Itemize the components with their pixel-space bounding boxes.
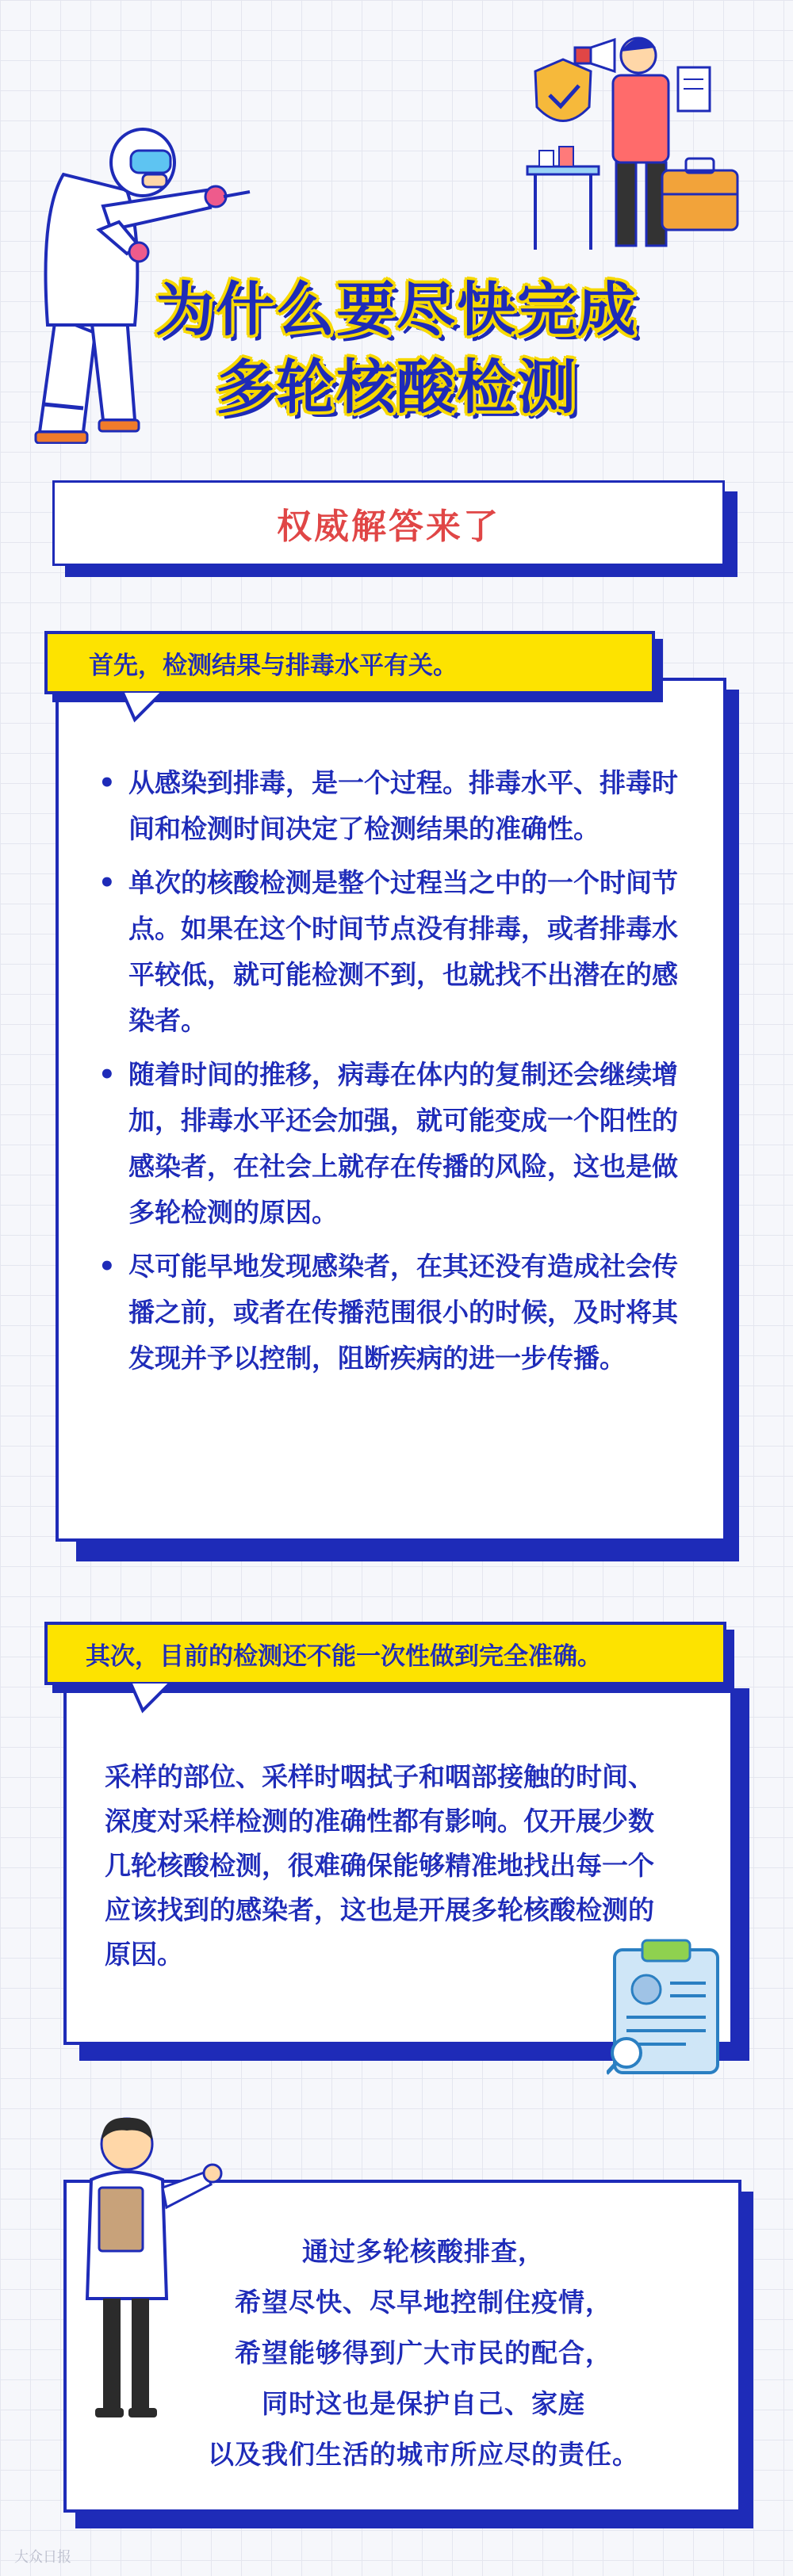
section1-heading <box>44 631 655 694</box>
section3-line: 希望尽快、尽早地控制住疫情， <box>235 2287 612 2318</box>
watermark-text: 大众日报 <box>14 2549 71 2566</box>
megaphone-person-illustration <box>519 24 757 254</box>
bullet-dot-icon: • <box>98 767 116 799</box>
section2-paragraph: 采样的部位、采样时咽拭子和咽部接触的时间、深度对采样检测的准确性都有影响。仅开展少数几轮核酸检测，很难确保能够精准地找出每一个应该找到的感染者，这也是开展多轮核酸检测的原因。 <box>105 1761 654 1970</box>
section2-heading <box>44 1622 726 1685</box>
section1-heading-text: 首先，检测结果与排毒水平有关。 <box>89 651 458 680</box>
section1-bullet <box>94 760 695 852</box>
section3-line: 以及我们生活的城市所应尽的责任。 <box>208 2439 639 2470</box>
section1-bullet <box>94 1052 695 1236</box>
section1-bullet-text: 尽可能早地发现感染者，在其还没有造成社会传播之前，或者在传播范围很小的时候，及时将其发现并予以控制，阻断疾病的进一步传播。 <box>128 1251 678 1374</box>
section1-ribbon-tail <box>119 691 167 723</box>
page-title-line-2: 多轮核酸检测 <box>216 354 577 422</box>
section1-bullet <box>94 860 695 1044</box>
section3-line: 通过多轮核酸排查， <box>302 2236 545 2267</box>
page-title-line-1: 为什么要尽快完成 <box>155 276 638 344</box>
bullet-dot-icon: • <box>98 867 116 899</box>
clipboard-icon <box>607 1934 726 2077</box>
subtitle-text: 权威解答来了 <box>277 506 500 547</box>
section2-ribbon-tail <box>127 1682 174 1714</box>
section1-card <box>56 678 726 1542</box>
section3-line: 希望能够得到广大市民的配合， <box>235 2337 612 2368</box>
section1-bullet-text: 单次的核酸检测是整个过程当之中的一个时间节点。如果在这个时间节点没有排毒，或者排毒水平较低，就可能检测不到，也就找不出潜在的感染者。 <box>128 867 678 1036</box>
doctor-illustration <box>71 2108 230 2425</box>
section1-bullet-text: 从感染到排毒，是一个过程。排毒水平、排毒时间和检测时间决定了检测结果的准确性。 <box>128 767 678 844</box>
section3-line: 同时这也是保护自己、家庭 <box>262 2388 585 2419</box>
section1-bullet-text: 随着时间的推移，病毒在体内的复制还会继续增加，排毒水平还会加强，就可能变成一个阳性的感染者，在社会上就存在传播的风险，这也是做多轮检测的原因。 <box>128 1059 678 1228</box>
bullet-dot-icon: • <box>98 1251 116 1282</box>
bullet-dot-icon: • <box>98 1059 116 1091</box>
section1-bullet <box>94 1244 695 1382</box>
subtitle-box <box>52 480 725 566</box>
section2-heading-text: 其次，目前的检测还不能一次性做到完全准确。 <box>86 1642 602 1671</box>
section1-bullet-list <box>94 760 695 1389</box>
